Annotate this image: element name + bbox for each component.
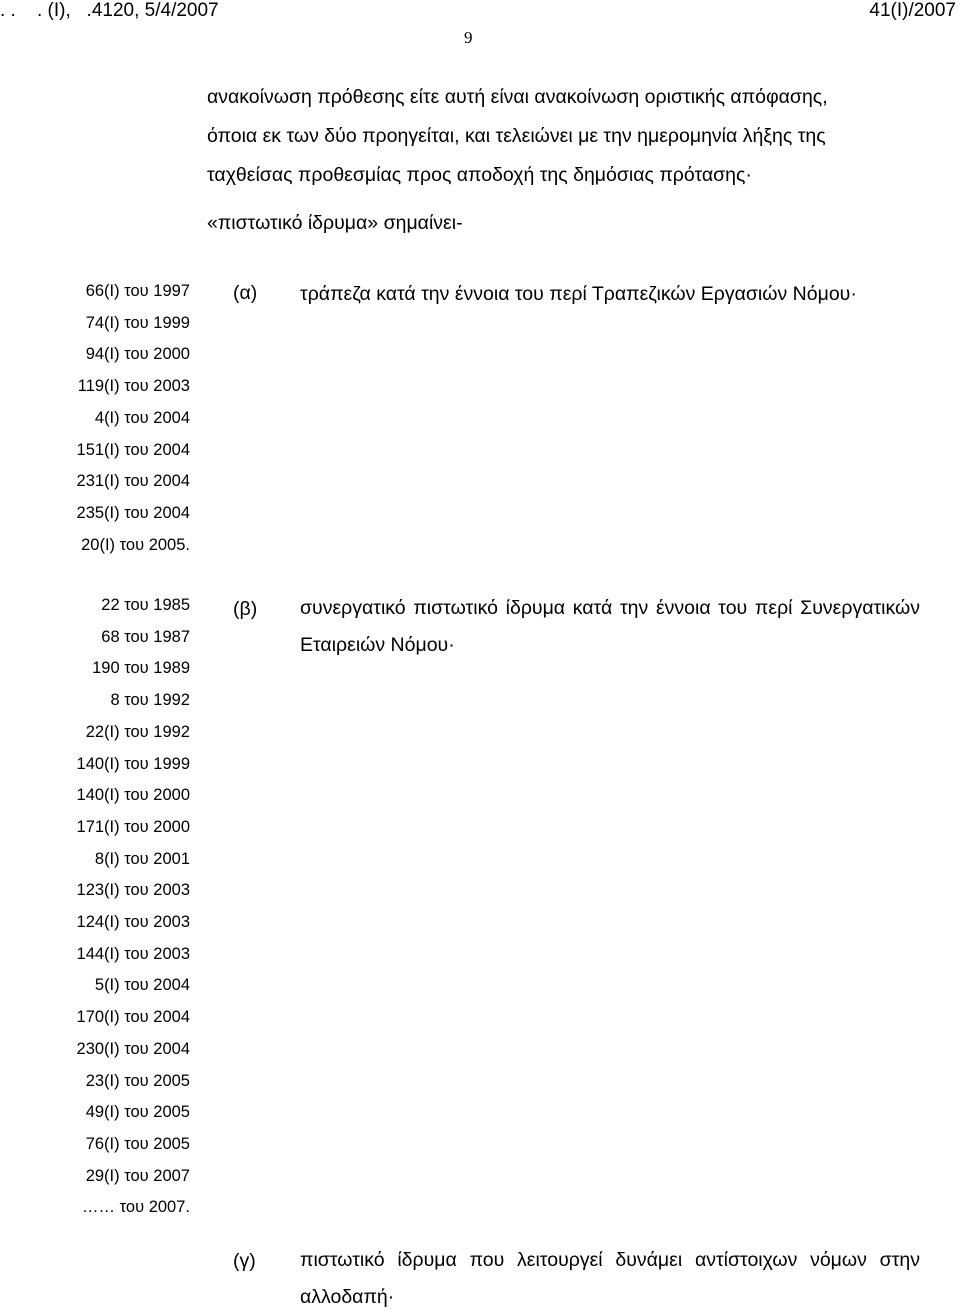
law-reference: 144(Ι) του 2003 <box>76 944 190 963</box>
law-reference: 123(Ι) του 2003 <box>76 881 190 900</box>
law-reference: 22 του 1985 <box>101 596 190 614</box>
law-reference: 4(Ι) του 2004 <box>94 408 190 427</box>
law-reference: 8 του 1992 <box>110 691 190 710</box>
item-text-a: τράπεζα κατά την έννοια του περί Τραπεζικών Εργασιών Νόμου· <box>300 283 857 305</box>
law-reference: 94(Ι) του 2000 <box>85 345 190 364</box>
page-number: 9 <box>464 28 473 47</box>
law-reference: 29(Ι) του 2007 <box>85 1166 190 1185</box>
header-law-number: 41(Ι)/2007 <box>869 0 956 21</box>
law-reference: 231(Ι) του 2004 <box>76 472 190 491</box>
item-text-b: συνεργατικό πιστωτικό ίδρυμα κατά την έννοια του περί Συνεργατικών Εταιρειών Νόμου· <box>300 597 920 656</box>
law-reference: 76(Ι) του 2005 <box>85 1134 190 1153</box>
definition-heading: «πιστωτικό ίδρυμα» σημαίνει- <box>207 212 463 234</box>
intro-line: ανακοίνωση πρόθεσης είτε αυτή είναι ανακοίνωση οριστικής απόφασης, <box>207 86 828 108</box>
intro-line: ταχθείσας προθεσμίας προς αποδοχή της δημόσιας πρότασης· <box>207 164 752 186</box>
law-reference: 235(Ι) του 2004 <box>76 503 190 522</box>
law-reference: 5(Ι) του 2004 <box>94 976 190 995</box>
intro-line: όποια εκ των δύο προηγείται, και τελειώνει με την ημερομηνία λήξης της <box>207 125 826 147</box>
law-reference: 140(Ι) του 2000 <box>76 786 190 805</box>
law-reference: 74(Ι) του 1999 <box>85 313 190 332</box>
law-reference: 124(Ι) του 2003 <box>76 913 190 932</box>
law-reference: 190 του 1989 <box>92 659 190 678</box>
law-reference: 230(Ι) του 2004 <box>76 1039 190 1058</box>
law-reference: 66(Ι) του 1997 <box>85 282 190 300</box>
item-marker-a: (α) <box>233 282 258 304</box>
law-reference: 49(Ι) του 2005 <box>85 1103 190 1122</box>
intro-paragraph <box>207 78 927 195</box>
item-marker-c: (γ) <box>233 1250 256 1272</box>
law-reference: 170(Ι) του 2004 <box>76 1008 190 1027</box>
law-reference: 8(Ι) του 2001 <box>94 849 190 868</box>
header-gazette-reference: . . . (Ι), .4120, 5/4/2007 <box>0 0 219 21</box>
law-reference: 171(Ι) του 2000 <box>76 817 190 836</box>
law-reference: 140(Ι) του 1999 <box>76 754 190 773</box>
law-reference: 151(Ι) του 2004 <box>76 440 190 459</box>
law-reference: 20(Ι) του 2005. <box>81 535 190 554</box>
margin-references-a <box>77 276 190 561</box>
law-reference: 22(Ι) του 1992 <box>85 722 190 741</box>
margin-references-b <box>77 590 190 1224</box>
law-reference: …… του 2007. <box>82 1198 190 1217</box>
law-reference: 119(Ι) του 2003 <box>77 377 190 396</box>
law-reference: 23(Ι) του 2005 <box>85 1071 190 1090</box>
item-marker-b: (β) <box>233 598 258 620</box>
item-text-c: πιστωτικό ίδρυμα που λειτουργεί δυνάμει αντίστοιχων νόμων στην αλλοδαπή· <box>300 1249 920 1308</box>
law-reference: 68 του 1987 <box>101 627 190 646</box>
